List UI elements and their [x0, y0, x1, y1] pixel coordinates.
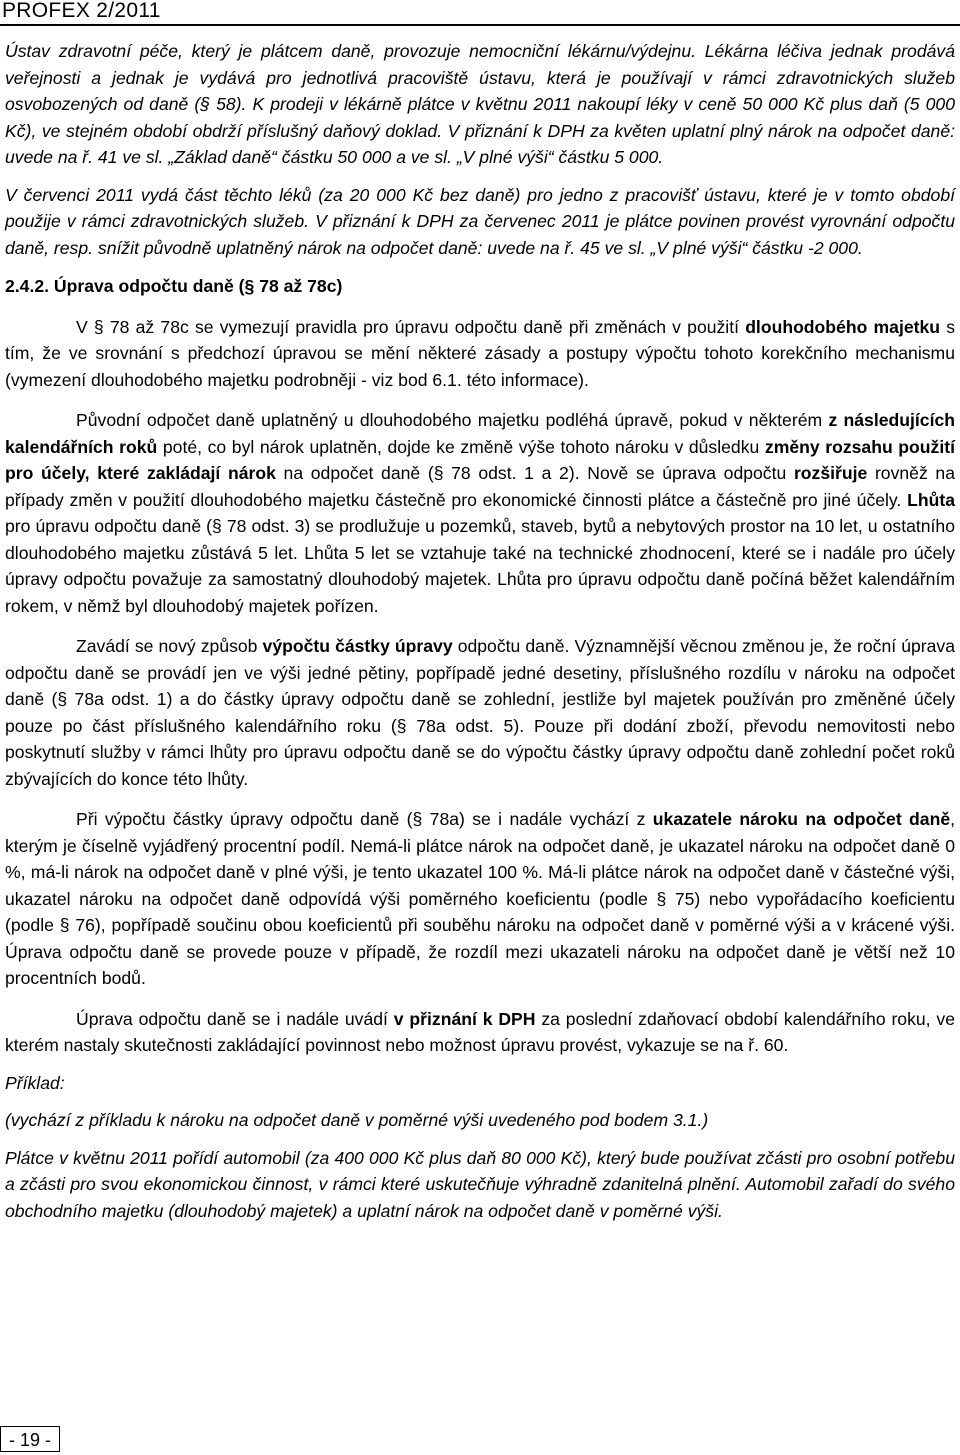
text-run: Úprava odpočtu daně se i nadále uvádí — [76, 1008, 394, 1029]
section-heading: 2.4.2. Úprava odpočtu daně (§ 78 až 78c) — [5, 276, 343, 296]
page-header — [0, 0, 960, 26]
example-paragraph-2: V červenci 2011 vydá část těchto léků (za 20 000 Kč bez daně) pro jedno z pracovišť ústavu, které je v tomto období použije v rámci zdravotnických služeb. V přiznání k DPH za červenec 2011 je plátce povinen provést vyrovnání odpočtu daně, resp. snížit původně uplatněný nárok na odpočet daně: uvede na ř. 45 ve sl. „V plné výši“ částku -2 000. — [5, 184, 955, 258]
publication-title: PROFEX 2/2011 — [2, 0, 161, 22]
bold-run: dlouhodobého majetku — [745, 316, 941, 337]
text-run: V § 78 až 78c se vymezují pravidla pro úpravu odpočtu daně při změnách v použití — [76, 316, 746, 337]
example-reference: (vychází z příkladu k nároku na odpočet daně v poměrné výši uvedeného pod bodem 3.1.) — [5, 1110, 709, 1130]
bold-run: v přiznání k DPH — [393, 1008, 536, 1029]
bold-run: změny rozsahu použití pro účely, které zakládají nárok — [5, 436, 955, 483]
page-number: - 19 - — [0, 1426, 60, 1452]
example-paragraph-1: Ústav zdravotní péče, který je plátcem daně, provozuje nemocniční lékárnu/výdejnu. Lékárna léčiva jednak prodává veřejnosti a jednak je vydává pro jednotlivá pracoviště ústavu, která je používají v rámci zdravotnických služeb osvobozených od daně (§ 58). K prodeji v lékárně plátce v květnu 2011 nakoupí léky v ceně 50 000 Kč plus daň (5 000 Kč), ve stejném období obdrží příslušný daňový doklad. V přiznání k DPH za květen uplatní plný nárok na odpočet daně: uvede na ř. 41 ve sl. „Základ daně“ částku 50 000 a ve sl. „V plné výši“ částku 5 000. — [5, 41, 955, 167]
document-body — [5, 38, 955, 1224]
bold-run: výpočtu částky úpravy — [262, 636, 453, 656]
bold-run: rozšiřuje — [793, 463, 868, 483]
text-run: na odpočet daně (§ 78 odst. 1 a 2). Nově se úprava odpočtu — [275, 463, 794, 483]
text-run: , kterým je číselně vyjádřený procentní podíl. Nemá-li plátce nárok na odpočet daně, je ukazatel nároku na odpočet daně 0 %, má-li nárok na odpočet daně v plné výši, je tento ukazatel 100 %. Má-li plátce nárok na odpočet daně v částečné výši, ukazatel nároku na odpočet daně odpovídá výši poměrného koeficientu (podle § 75) nebo vypořádacího koeficientu (podle § 76), popřípadě součinu obou koeficientů při souběhu nároku na odpočet daně v poměrné výši a v krácené výši. Úprava odpočtu daně se provede pouze v případě, že rozdíl mezi ukazateli nároku na odpočet daně je větší než 10 procentních bodů. — [5, 809, 955, 988]
text-run: rovněž na případy změn v použití dlouhodobého majetku částečně pro ekonomické činnosti plátce a částečně pro jiné účely. — [5, 463, 955, 510]
text-run: za poslední zdaňovací období kalendářního roku, ve kterém nastaly skutečnosti zakládající povinnost nebo možnost úpravu provést, vykazuje se na ř. 60. — [5, 1008, 955, 1055]
example-text: Plátce v květnu 2011 pořídí automobil (za 400 000 Kč plus daň 80 000 Kč), který bude používat zčásti pro osobní potřebu a zčásti pro svou ekonomickou činnost, v rámci které uskutečňuje výhradně zdanitelná plnění. Automobil zařadí do svého obchodního majetku (dlouhodobý majetek) a uplatní nárok na odpočet daně v poměrné výši. — [5, 1147, 955, 1221]
text-run: Při výpočtu částky úpravy odpočtu daně (§ 78a) se i nadále vychází z — [76, 809, 653, 829]
example-label: Příklad: — [5, 1072, 65, 1093]
body-paragraph-2 — [5, 407, 955, 619]
bold-run: ukazatele nároku na odpočet daně — [652, 809, 951, 829]
text-run: odpočtu daně. Významnější věcnou změnou je, že roční úprava odpočtu daně se provádí jen ve výši jedné pětiny, popřípadě jedné desetiny, příslušného rozdílu v nároku na odpočet daně (§ 78a odst. 1) a do částky úpravy odpočtu daně se zohlední, jestliže byl majetek používán pro změněné účely pouze po část příslušného kalendářního roku (§ 78a odst. 5). Pouze při dodání zboží, převodu nemovitosti nebo poskytnutí služby v rámci lhůty pro úpravu odpočtu daně se do výpočtu částky úpravy odpočtu daně zohlední počet roků zbývajících do konce této lhůty. — [5, 636, 955, 789]
bold-run: z následujících kalendářních roků — [5, 410, 955, 457]
body-paragraph-3 — [5, 633, 955, 792]
body-paragraph-1 — [5, 314, 955, 394]
body-paragraph-4 — [5, 806, 955, 992]
text-run: Zavádí se nový způsob — [76, 636, 263, 656]
text-run: pro úpravu odpočtu daně (§ 78 odst. 3) se prodlužuje u pozemků, staveb, bytů a nebytových prostor na 10 let, u ostatního dlouhodobého majetku zůstává 5 let. Lhůta 5 let se vztahuje také na technické zhodnocení, které se i nadále pro účely úpravy odpočtu považuje za samostatný dlouhodobý majetek. Lhůta pro úpravu odpočtu daně počíná běžet kalendářním rokem, v němž byl dlouhodobý majetek pořízen. — [5, 516, 955, 616]
bold-run: Lhůta — [907, 489, 955, 510]
body-paragraph-5 — [5, 1006, 955, 1059]
text-run: Původní odpočet daně uplatněný u dlouhodobého majetku podléhá úpravě, pokud v některém — [76, 410, 829, 430]
text-run: s tím, že ve srovnání s předchozí úpravou se mění některé zásady a postupy výpočtu tohoto korekčního mechanismu (vymezení dlouhodobého majetku podrobněji - viz bod 6.1. této informace). — [5, 316, 955, 390]
text-run: poté, co byl nárok uplatněn, dojde ke změně výše tohoto nároku v důsledku — [157, 436, 765, 457]
